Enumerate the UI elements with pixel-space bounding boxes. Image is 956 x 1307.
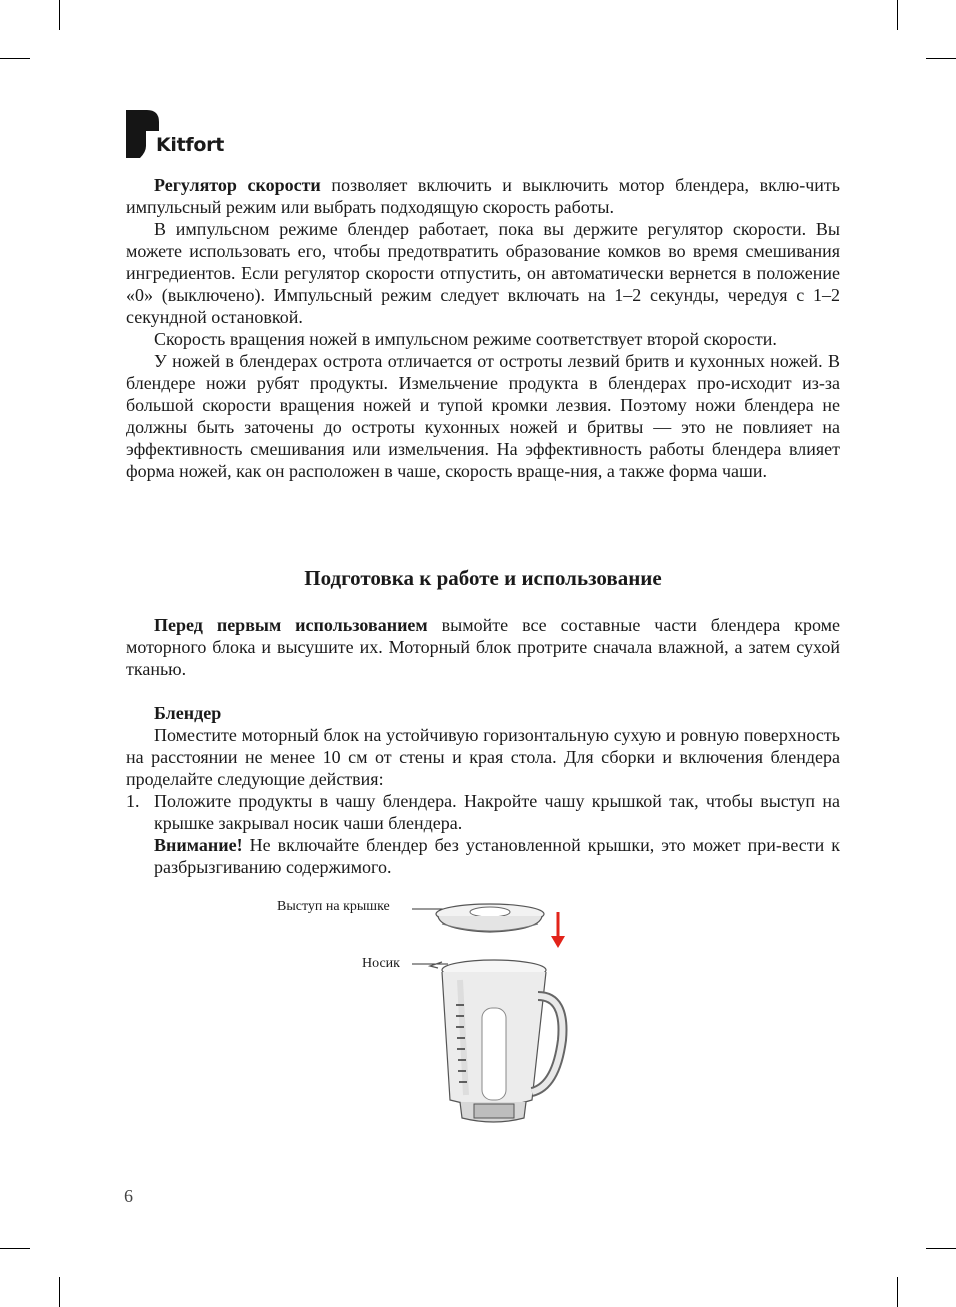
blender-jar-figure	[270, 890, 590, 1150]
warning-text	[154, 834, 840, 878]
label-lid-tab: Выступ на крышке	[277, 899, 390, 914]
page-number: 6	[124, 1186, 133, 1206]
paragraph	[126, 614, 840, 680]
intro-section	[126, 174, 840, 482]
bold-term: Перед первым использованием	[154, 615, 428, 635]
before-use-section	[126, 614, 840, 680]
crop-mark	[926, 1248, 956, 1249]
label-spout: Носик	[362, 956, 400, 971]
list-number: 1.	[126, 791, 140, 811]
paragraph: Поместите моторный блок на устойчивую горизонтальную сухую и ровную поверхность на расстоянии не менее 10 см от стены и края стола. Для сборки и включения блендера проделайте следующие действия:	[126, 725, 840, 789]
section-title: Подготовка к работе и использование	[304, 566, 662, 590]
warning-label: Внимание!	[154, 835, 243, 855]
crop-mark	[897, 1277, 898, 1307]
brand-logo	[126, 110, 246, 160]
paragraph: Скорость вращения ножей в импульсном режиме соответствует второй скорости.	[154, 329, 777, 349]
list-item	[126, 790, 840, 878]
crop-mark	[926, 58, 956, 59]
list-text: Положите продукты в чашу блендера. Накройте чашу крышкой так, чтобы выступ на крышке закрывал носик чаши блендера.	[154, 791, 840, 833]
paragraph: В импульсном режиме блендер работает, пока вы держите регулятор скорости. Вы можете использовать его, чтобы предотвратить образование комков во время смешивания ингредиентов. Если регулятор скорости отпустить, он автоматически вернется в положение «0» (выключено). Импульсный режим следует включать на 1–2 секунды, чередуя с 1–2 секундной остановкой.	[126, 219, 840, 327]
crop-mark	[0, 1248, 30, 1249]
paragraph: У ножей в блендерах острота отличается от остроты лезвий бритв и кухонных ножей. В блендере ножи рубят продукты. Измельчение продукта в блендерах про-исходит из-за большой скорости вращения ножей и тупой кромки лезвия. Поэтому ножи блендера не должны быть заточены до остроты кухонных ножей и бритвы — это не повлияет на эффективность смешивания или измельчения. На эффективность работы блендера влияет форма ножей, как он расположен в чаше, скорость враще-ния, а также форма чаши.	[126, 351, 840, 481]
paragraph	[126, 174, 840, 218]
crop-mark	[59, 1277, 60, 1307]
paragraph-text: вымойте все составные части блендера кроме моторного блока и высушите их. Моторный блок протрите сначала влажной, а затем сухой тканью.	[126, 615, 840, 679]
kitfort-logo-icon	[126, 110, 160, 158]
bold-term: Регулятор скорости	[154, 175, 321, 195]
brand-name: Kitfort	[156, 134, 224, 156]
subsection-title: Блендер	[154, 703, 222, 723]
warning-body: Не включайте блендер без установленной крышки, это может при-вести к разбрызгиванию содержимого.	[154, 835, 840, 877]
blender-jar-illustration	[270, 890, 590, 1150]
crop-mark	[0, 58, 30, 59]
blender-section	[126, 702, 840, 878]
crop-mark	[59, 0, 60, 30]
crop-mark	[897, 0, 898, 30]
paragraph-text: позволяет включить и выключить мотор блендера, вклю-чить импульсный режим или выбрать подходящую скорость работы.	[126, 175, 840, 217]
